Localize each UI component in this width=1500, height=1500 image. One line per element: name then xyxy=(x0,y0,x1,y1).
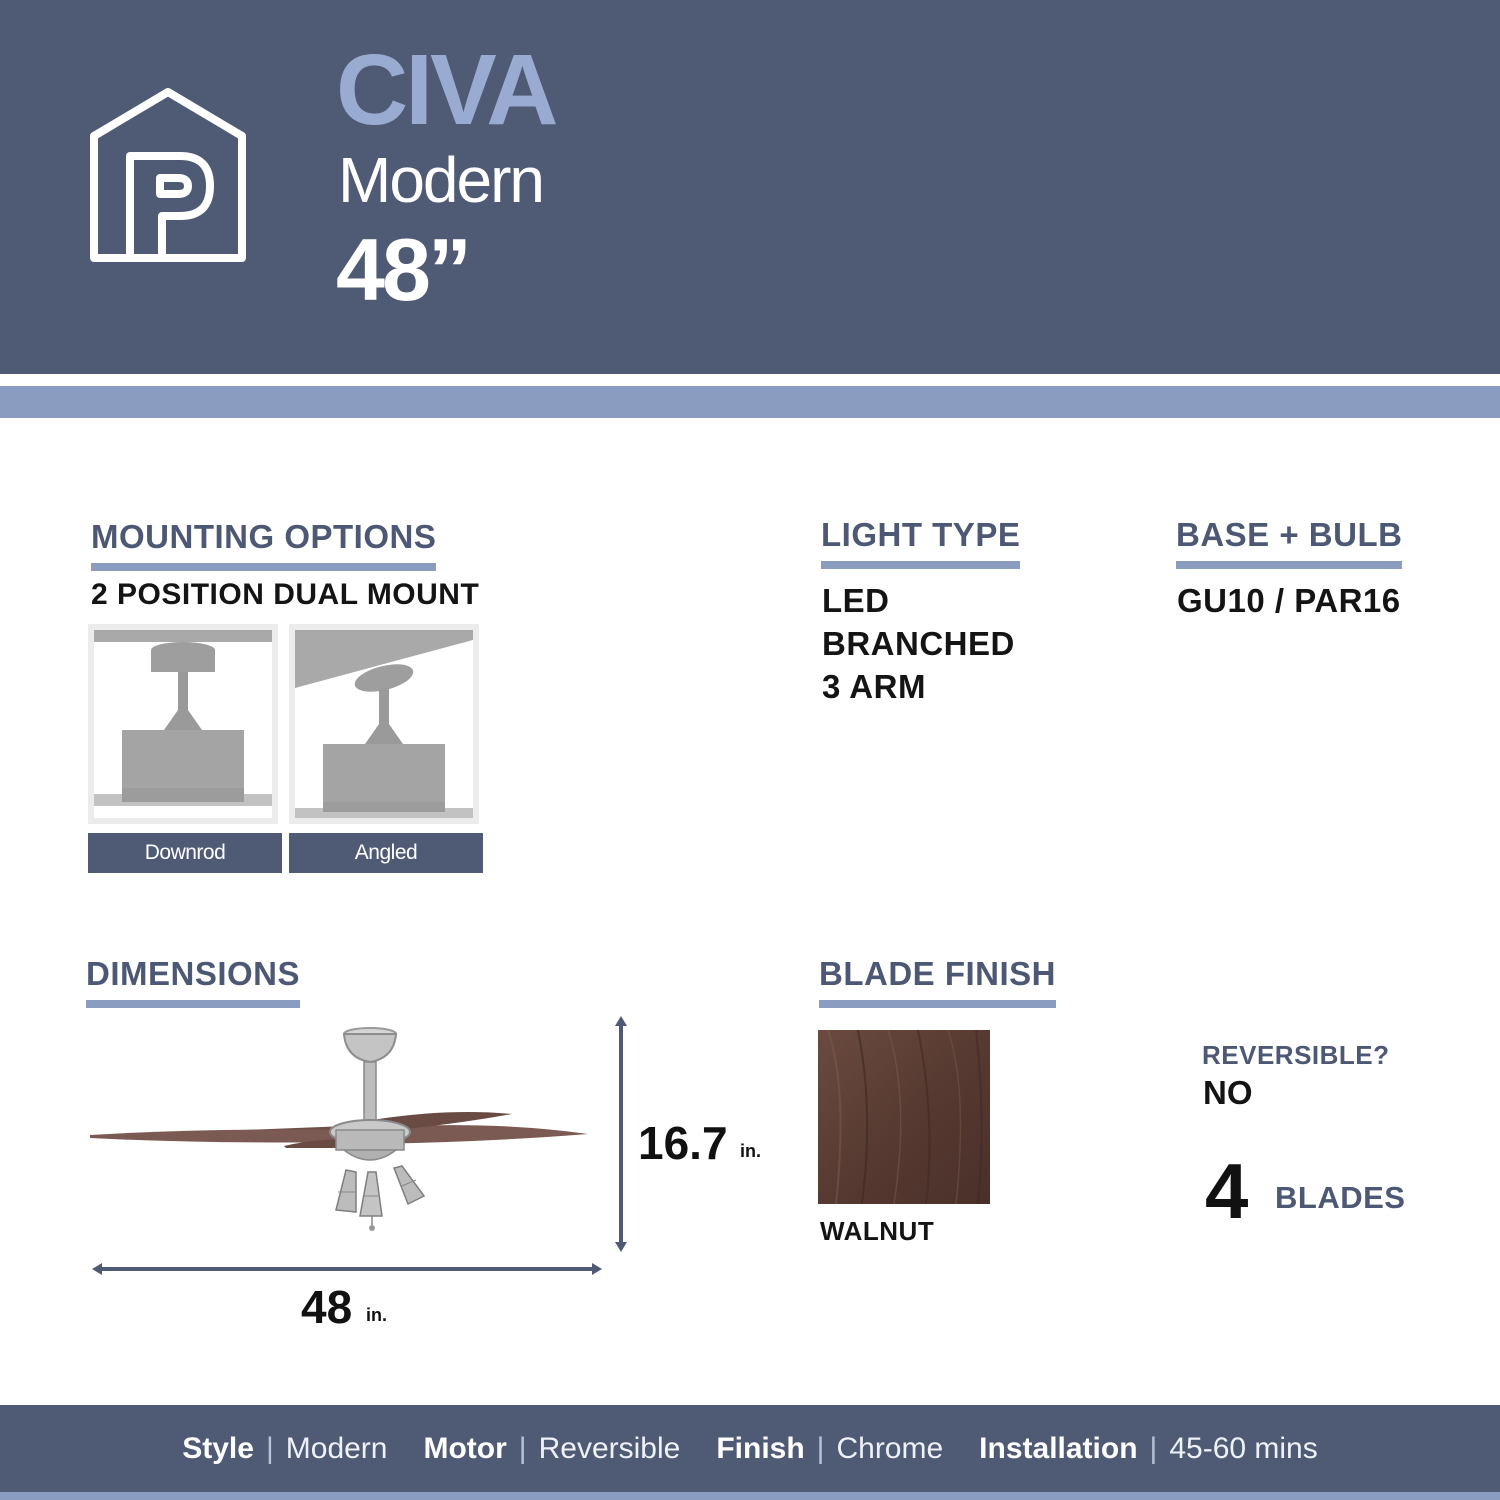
light-type-line-3: 3 ARM xyxy=(822,668,926,705)
light-type-line-2: BRANCHED xyxy=(822,625,1015,662)
footer-spec-style xyxy=(182,1432,387,1466)
footer-spec-key: Style xyxy=(182,1431,254,1465)
dimensions-heading: DIMENSIONS xyxy=(86,957,300,1008)
reversible-value: NO xyxy=(1203,1074,1253,1111)
header-divider xyxy=(0,374,1500,386)
fan-size: 48” xyxy=(336,220,469,319)
mounting-heading: MOUNTING OPTIONS xyxy=(91,520,436,571)
footer-spec-motor xyxy=(423,1432,680,1466)
footer-spec-value: Chrome xyxy=(836,1431,944,1465)
footer-spec-finish xyxy=(716,1432,943,1466)
width-value: 48 xyxy=(301,1281,353,1333)
footer-spec-value: Modern xyxy=(285,1431,388,1465)
header-accent-stripe xyxy=(0,386,1500,418)
mounting-subtitle: 2 POSITION DUAL MOUNT xyxy=(91,578,480,611)
downrod-label: Downrod xyxy=(88,833,282,873)
width-dimension-line xyxy=(90,1258,604,1280)
light-type-line-1: LED xyxy=(822,582,890,619)
height-dimension-line xyxy=(608,1014,634,1254)
blade-finish-heading: BLADE FINISH xyxy=(819,957,1056,1008)
fan-illustration xyxy=(88,1020,608,1240)
style-name: Modern xyxy=(338,144,543,216)
footer-spec-value: Reversible xyxy=(538,1431,681,1465)
footer-spec-key: Motor xyxy=(423,1431,507,1465)
footer-separator: | xyxy=(265,1431,274,1465)
footer-separator: | xyxy=(1149,1431,1158,1465)
house-p-logo-icon xyxy=(88,86,248,266)
angled-label: Angled xyxy=(289,833,483,873)
base-bulb-value: GU10 / PAR16 xyxy=(1177,582,1401,619)
height-unit: in. xyxy=(740,1141,761,1161)
footer-spec-key: Finish xyxy=(716,1431,805,1465)
footer-separator: | xyxy=(816,1431,825,1465)
blade-count-label: BLADES xyxy=(1275,1180,1406,1215)
footer-separator: | xyxy=(518,1431,527,1465)
footer-spec-value: 45-60 mins xyxy=(1169,1431,1318,1465)
walnut-swatch xyxy=(818,1030,990,1204)
brand-name: CIVA xyxy=(336,34,556,146)
height-value: 16.7 xyxy=(638,1117,728,1169)
blade-count: 4 xyxy=(1205,1147,1249,1235)
footer-spec-key: Installation xyxy=(979,1431,1138,1465)
light-type-heading: LIGHT TYPE xyxy=(821,518,1020,569)
width-unit: in. xyxy=(366,1305,387,1325)
footer-specs xyxy=(0,1405,1500,1492)
angled-image xyxy=(289,624,479,824)
reversible-label: REVERSIBLE? xyxy=(1202,1040,1390,1070)
footer-spec-installation xyxy=(979,1432,1318,1466)
downrod-image xyxy=(88,624,278,824)
footer-accent-stripe xyxy=(0,1492,1500,1500)
blade-finish-name: WALNUT xyxy=(820,1216,935,1246)
base-bulb-heading: BASE + BULB xyxy=(1176,518,1402,569)
